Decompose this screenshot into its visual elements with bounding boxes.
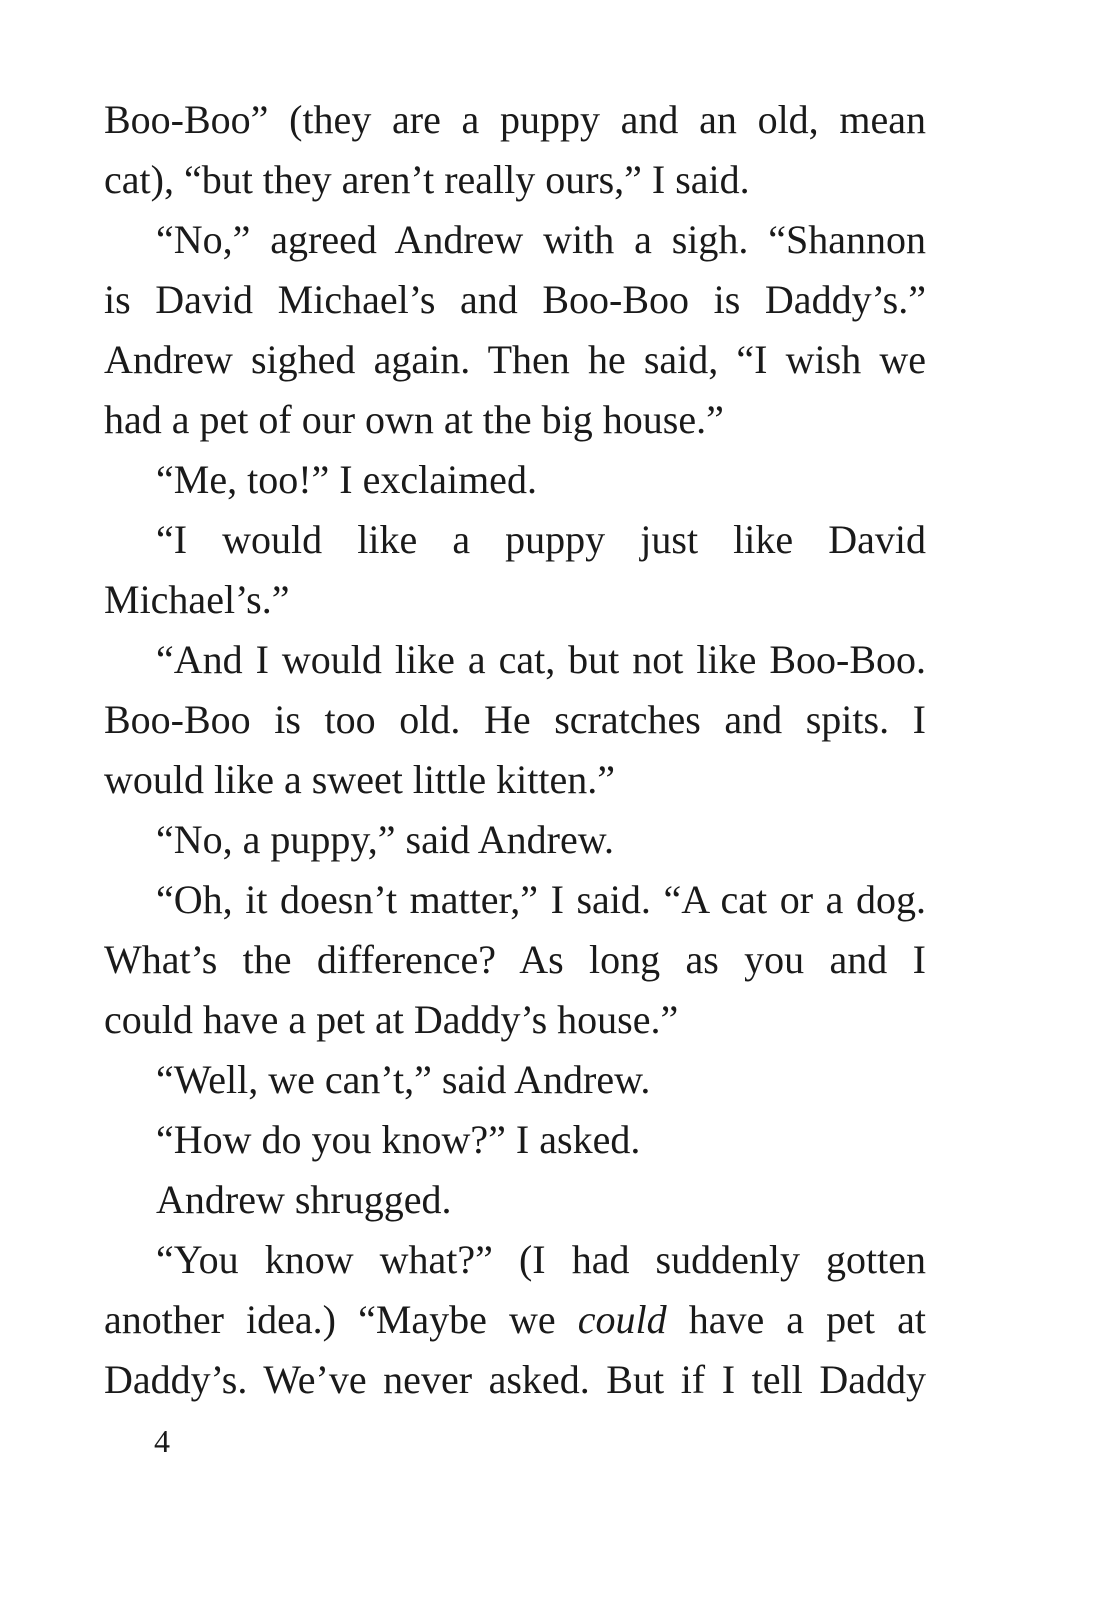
text-line: “No, a puppy,” said Andrew. [156, 817, 615, 862]
text-line: could have a pet at Daddy’s house.” [104, 997, 679, 1042]
text-segment: another idea.) “Maybe we [104, 1297, 578, 1342]
text-line: Andrew sighed again. Then he said, “I wish we [104, 337, 926, 382]
text-line: “Me, too!” I exclaimed. [156, 457, 537, 502]
text-line: “And I would like a cat, but not like Boo-Boo. [156, 637, 926, 682]
text-line: Andrew shrugged. [156, 1177, 452, 1222]
text-line: “Oh, it doesn’t matter,” I said. “A cat or a dog. [156, 877, 926, 922]
body-text [104, 90, 926, 1410]
text-line: “You know what?” (I had suddenly gotten [156, 1237, 926, 1282]
emphasis-word: could [577, 1297, 667, 1342]
text-line: Michael’s.” [104, 577, 290, 622]
text-segment: have a pet at [666, 1297, 926, 1342]
text-line: Daddy’s. We’ve never asked. But if I tell Daddy [104, 1357, 926, 1402]
text-line [104, 1290, 926, 1350]
text-line: “How do you know?” I asked. [156, 1117, 641, 1162]
text-line: “Well, we can’t,” said Andrew. [156, 1057, 651, 1102]
text-line: Boo-Boo is too old. He scratches and spits. I [104, 697, 926, 742]
text-line: What’s the difference? As long as you and I [104, 937, 926, 982]
text-line: is David Michael’s and Boo-Boo is Daddy’s.” [104, 277, 926, 322]
text-line: would like a sweet little kitten.” [104, 757, 615, 802]
text-line: cat), “but they aren’t really ours,” I said. [104, 157, 750, 202]
text-line: “I would like a puppy just like David [156, 517, 926, 562]
text-line: Boo-Boo” (they are a puppy and an old, mean [104, 97, 926, 142]
page-number: 4 [154, 1423, 170, 1459]
text-line: “No,” agreed Andrew with a sigh. “Shannon [156, 217, 926, 262]
text-line: had a pet of our own at the big house.” [104, 397, 724, 442]
